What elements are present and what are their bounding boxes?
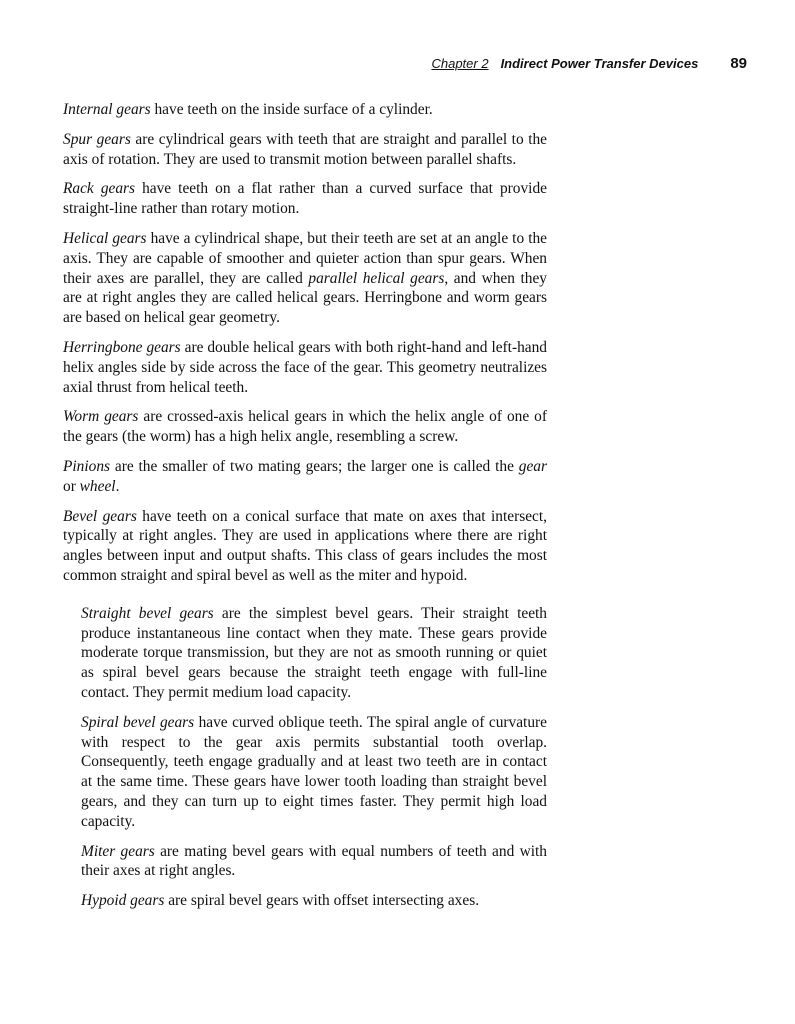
term: gear — [518, 457, 547, 475]
term: parallel helical gears — [308, 269, 445, 287]
definition: or — [63, 477, 80, 495]
definition: have teeth on the inside surface of a cylinder. — [150, 101, 433, 118]
term: Bevel gears — [63, 507, 137, 525]
definition: . — [115, 477, 120, 495]
definition: are mating bevel gears with equal numbers of teeth and with their axes at right angles. — [81, 842, 547, 880]
body-text — [63, 100, 547, 921]
definition: are crossed-axis helical gears in which the helix angle of one of the gears (the worm) has a high helix angle, resembling a screw. — [63, 408, 547, 446]
term: Pinions — [63, 457, 111, 475]
paragraph-pinions — [63, 457, 547, 497]
definition: , and when they are at right angles they are called helical gears. Herringbone and worm gears are based on helical gear geometry. — [63, 269, 547, 327]
subparagraph-miter-gears — [81, 842, 547, 882]
definition: have a cylindrical shape, but their teeth are set at an angle to the axis. They are capable of smoother and quieter action than spur gears. When their axes are parallel, they are called — [63, 229, 547, 287]
term: Herringbone gears — [63, 338, 181, 356]
term: Spiral bevel gears — [81, 713, 195, 731]
subparagraph-spiral-bevel-gears — [81, 713, 547, 832]
paragraph-herringbone-gears — [63, 338, 547, 397]
definition: are spiral bevel gears with offset intersecting axes. — [164, 892, 480, 910]
definition: are double helical gears with both right-hand and left-hand helix angles side by side across the face of the gear. This geometry neutralizes axial thrust from helical teeth. — [63, 338, 547, 396]
term: Internal gears — [63, 101, 151, 118]
term: wheel — [79, 477, 116, 495]
subparagraph-straight-bevel-gears — [81, 604, 547, 703]
chapter-title: Indirect Power Transfer Devices — [500, 56, 699, 71]
term: Straight bevel gears — [81, 604, 214, 622]
running-head — [48, 55, 747, 75]
term: Miter gears — [81, 842, 155, 860]
paragraph-spur-gears — [63, 130, 547, 170]
definition: have teeth on a flat rather than a curved surface that provide straight-line rather than rotary motion. — [63, 180, 547, 218]
paragraph-internal-gears — [63, 100, 547, 120]
term: Rack gears — [63, 180, 136, 198]
term: Worm gears — [63, 408, 139, 426]
definition: are the smaller of two mating gears; the larger one is called the — [110, 457, 519, 475]
paragraph-bevel-gears — [63, 507, 547, 586]
definition: are the simplest bevel gears. Their straight teeth produce instantaneous line contact when they mate. These gears provide moderate torque transmission, but they are not as smooth running or quiet as spiral bevel gears because the straight teeth engage with full-line contact. They permit medium load capacity. — [81, 604, 547, 701]
chapter-label: Chapter 2 — [431, 56, 489, 71]
term: Spur gears — [63, 130, 131, 148]
term: Hypoid gears — [81, 892, 165, 910]
paragraph-rack-gears — [63, 179, 547, 219]
definition: have teeth on a conical surface that mate on axes that intersect, typically at right angles. They are used in applications where there are right angles between input and output shafts. This class of gears includes the most common straight and spiral bevel as well as the miter and hypoid. — [63, 507, 547, 584]
subparagraph-hypoid-gears — [81, 891, 547, 911]
paragraph-helical-gears — [63, 229, 547, 328]
term: Helical gears — [63, 229, 147, 247]
page-number: 89 — [730, 55, 747, 72]
paragraph-worm-gears — [63, 407, 547, 447]
definition: are cylindrical gears with teeth that are straight and parallel to the axis of rotation. They are used to transmit motion between parallel shafts. — [63, 130, 548, 168]
definition: have curved oblique teeth. The spiral angle of curvature with respect to the gear axis permits substantial tooth overlap. Consequently, teeth engage gradually and at least two teeth are in contact at the same time. These gears have lower tooth loading than straight bevel gears, and they can turn up to eight times faster. They permit high load capacity. — [81, 713, 547, 830]
